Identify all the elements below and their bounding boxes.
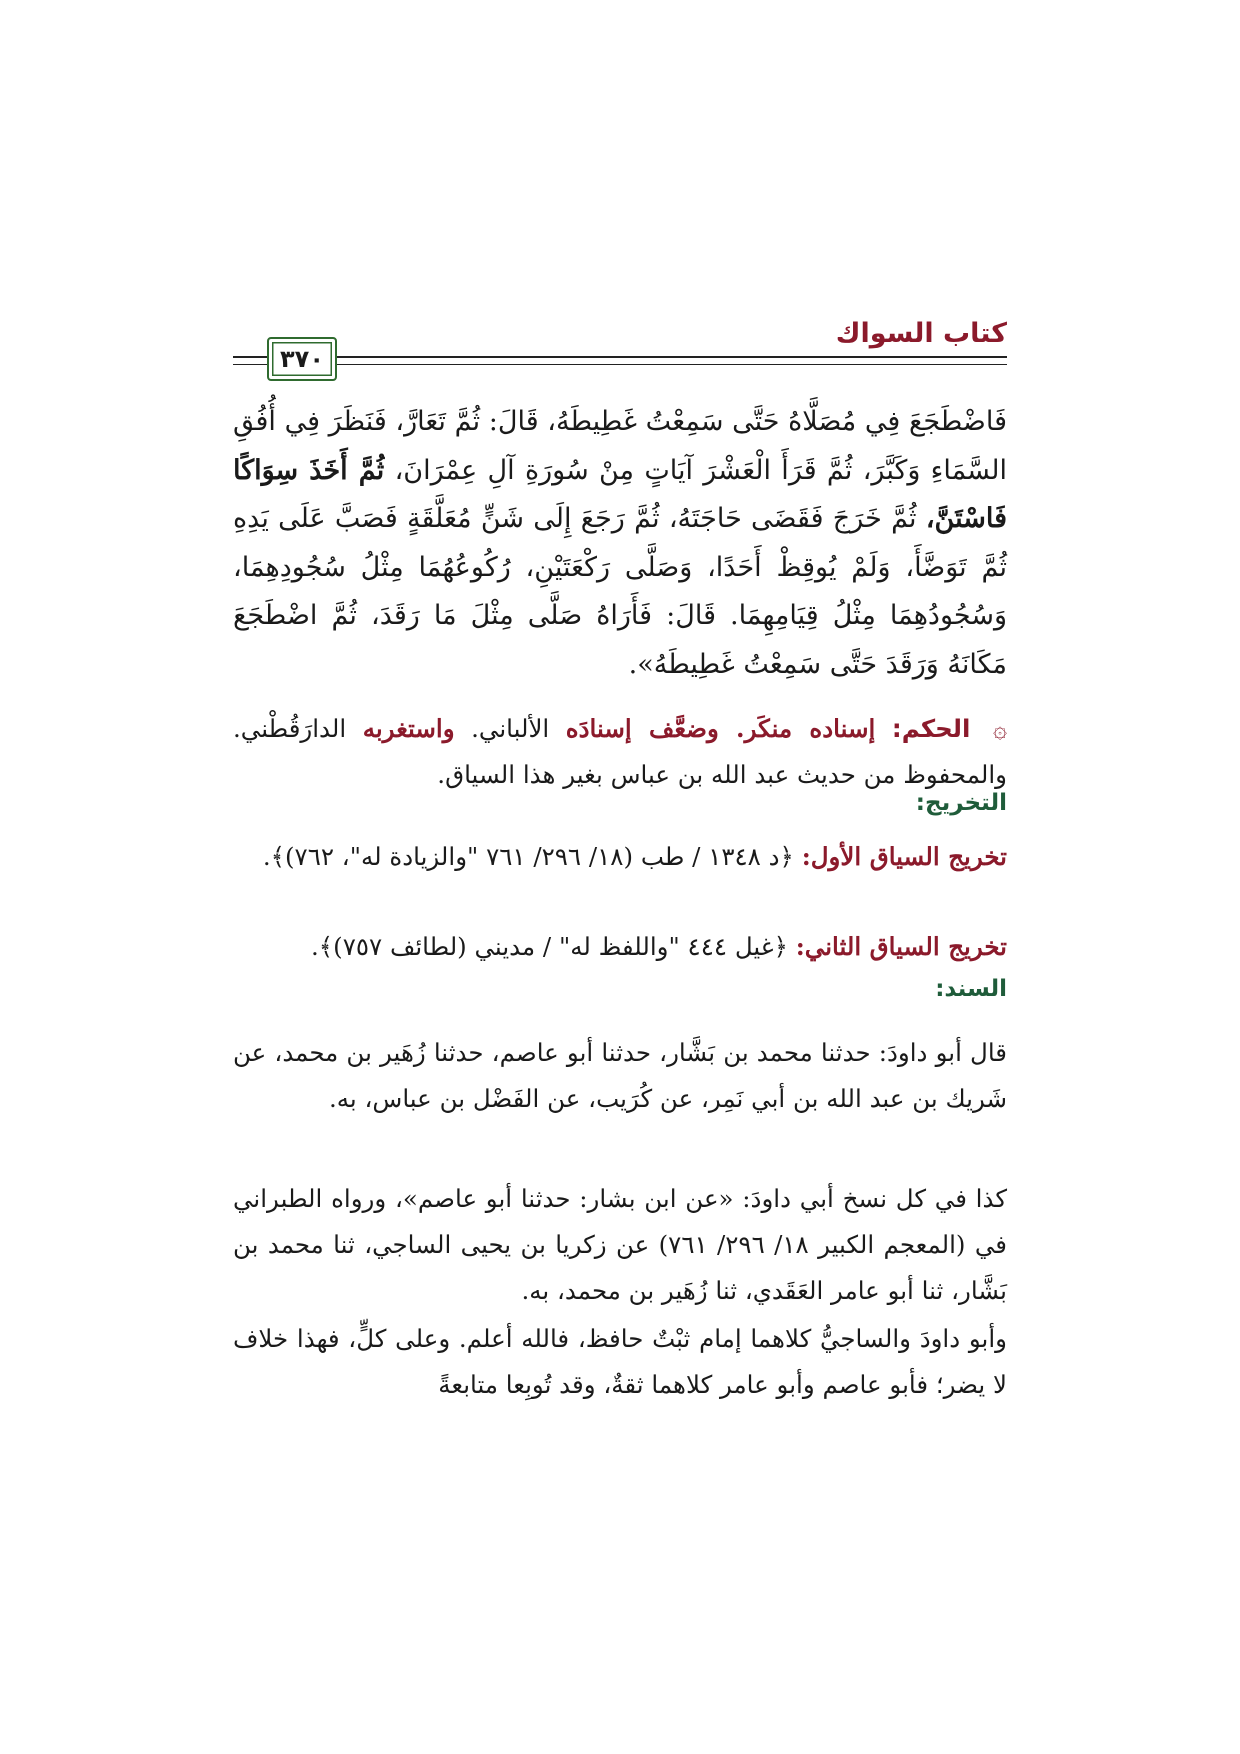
- takhrij-first-label: تخريج السياق الأول:: [801, 842, 1007, 871]
- ruling-label: الحكم:: [891, 714, 971, 743]
- takhrij-second-label: تخريج السياق الثاني:: [795, 932, 1007, 961]
- ruling-albani: الألباني.: [471, 714, 550, 743]
- page-number: ٣٧٠: [280, 345, 324, 373]
- header-rule: [233, 356, 1007, 358]
- takhrij-first-text: ﴿د ١٣٤٨ / طب (١٨/ ٢٩٦/ ٧٦١ "والزيادة له"، ٧٦٢)﴾.: [262, 842, 794, 871]
- page-number-badge: [267, 337, 337, 381]
- takhrij-second-text: ﴿غيل ٤٤٤ "واللفظ له" / مديني (لطائف ٧٥٧)﴾.: [310, 932, 788, 961]
- header-rule-thin: [233, 364, 1007, 365]
- hadith-bold-phrase: ثُمَّ أَخَذَ سِوَاكًا فَاسْتَنَّ،: [233, 454, 1007, 534]
- hadith-part-1: فَاضْطَجَعَ فِي مُصَلَّاهُ حَتَّى سَمِعْتُ غَطِيطَهُ، قَالَ: ثُمَّ تَعَارَّ، فَنَظَرَ فِي أُفُقِ السَّمَاءِ وَكَبَّرَ، ثُمَّ قَرَأَ الْعَشْرَ آيَاتٍ مِنْ سُورَةِ آلِ عِمْرَانَ،: [233, 406, 1007, 486]
- commentary-paragraph-1: كذا في كل نسخ أبي داودَ: «عن ابن بشار: حدثنا أبو عاصم»، ورواه الطبراني في (المعجم الكبير ١٨/ ٢٩٦/ ٧٦١) عن زكريا بن يحيى الساجي، ثنا محمد بن بَشَّار، ثنا أبو عامر العَقَدي، ثنا زُهَير بن محمد، به.: [233, 1184, 1007, 1305]
- sanad-heading: السند:: [935, 976, 1007, 1002]
- running-header-title: كتاب السواك: [835, 318, 1007, 349]
- ruling-note: والمحفوظ من حديث عبد الله بن عباس بغير هذا السياق.: [437, 760, 1007, 789]
- takhrij-heading: التخريج:: [915, 790, 1007, 816]
- flower-ornament-icon: ۞: [992, 715, 1007, 743]
- hadith-part-2: ثُمَّ خَرَجَ فَقَضَى حَاجَتَهُ، ثُمَّ رَجَعَ إِلَى شَنٍّ مُعَلَّقَةٍ فَصَبَّ عَلَى يَدِهِ ثُمَّ تَوَضَّأَ، وَلَمْ يُوقِظْ أَحَدًا، وَصَلَّى رَكْعَتَيْنِ، رُكُوعُهُمَا مِثْلُ سُجُودِهِمَا، وَسُجُودُهِمَا مِثْلُ قِيَامِهِمَا. قَالَ: فَأَرَاهُ صَلَّى مِثْلَ مَا رَقَدَ، ثُمَّ اضْطَجَعَ مَكَانَهُ وَرَقَدَ حَتَّى سَمِعْتُ غَطِيطَهُ».: [233, 503, 1007, 680]
- hadith-text: [233, 398, 1007, 689]
- takhrij-second: [233, 924, 1007, 970]
- ruling-istaghrab: واستغربه: [362, 714, 455, 743]
- ruling-daraqutni: الدارَقُطْني.: [233, 714, 347, 743]
- sanad-text: قال أبو داودَ: حدثنا محمد بن بَشَّار، حدثنا أبو عاصم، حدثنا زُهَير بن محمد، عن شَريك بن عبد الله بن أبي نَمِر، عن كُرَيب، عن الفَضْل بن عباس، به.: [233, 1038, 1007, 1113]
- ruling-block: [233, 706, 1007, 798]
- ruling-grade: إسناده منكَر. وضعَّف إسنادَه: [565, 714, 876, 743]
- takhrij-first: [233, 834, 1007, 880]
- commentary-paragraph-2: وأبو داودَ والساجيُّ كلاهما إمام ثبْتٌ حافظ، فالله أعلم. وعلى كلٍّ، فهذا خلاف لا يضر؛ فأبو عاصم وأبو عامر كلاهما ثقةٌ، وقد تُوبِعا متابعةً: [233, 1324, 1007, 1399]
